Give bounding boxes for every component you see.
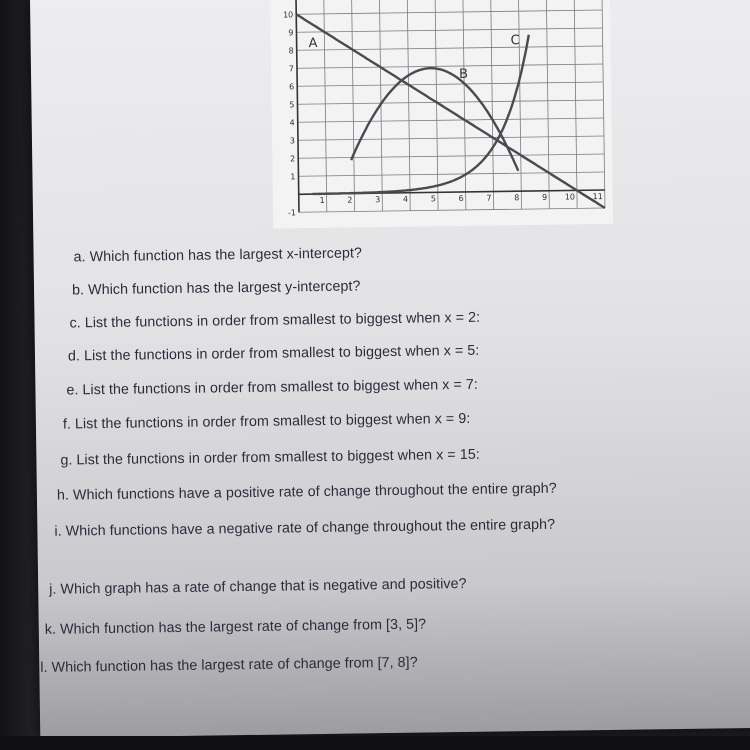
- x-tick-label: 3: [375, 195, 381, 205]
- y-tick-label: 6: [289, 82, 295, 92]
- x-tick-label: 5: [430, 194, 436, 204]
- question-i: i. Which functions have a negative rate of change throughout the entire graph?: [54, 516, 556, 540]
- question-e: e. List the functions in order from smallest to biggest when x = 7:: [66, 376, 478, 399]
- graph-canvas: [270, 0, 613, 229]
- curve-label-c: C: [510, 33, 520, 49]
- question-h: h. Which functions have a positive rate of change throughout the entire graph?: [56, 480, 557, 504]
- y-tick-label: 9: [288, 28, 294, 38]
- function-graph: [270, 0, 613, 229]
- y-tick-label: [283, 0, 293, 1]
- question-b: b. Which function has the largest y-intercept?: [71, 278, 361, 299]
- x-tick-label: 8: [514, 193, 520, 203]
- y-tick-label: 5: [289, 100, 295, 110]
- y-tick-label: -1: [287, 208, 297, 218]
- question-k: k. Which function has the largest rate of change from [3, 5]?: [44, 616, 427, 638]
- x-tick-label: 10: [564, 192, 576, 202]
- y-tick-label: 8: [288, 46, 294, 56]
- x-tick-label: 4: [402, 194, 409, 204]
- question-a: a. Which function has the largest x-intercept?: [73, 245, 363, 266]
- table-edge: [0, 736, 750, 750]
- x-tick-label: 11: [592, 192, 603, 202]
- x-tick-label: 1: [319, 195, 325, 205]
- y-tick-label: 7: [288, 64, 295, 74]
- x-tick-label: 6: [458, 193, 464, 204]
- question-j: j. Which graph has a rate of change that is negative and positive?: [49, 575, 467, 598]
- x-tick-label: 2: [347, 195, 353, 205]
- y-tick-label: 2: [290, 154, 296, 164]
- question-f: f. List the functions in order from smallest to biggest when x = 9:: [62, 410, 471, 433]
- y-tick-label: 10: [282, 10, 294, 20]
- y-tick-label: 1: [290, 172, 296, 182]
- x-tick-label: 9: [542, 192, 548, 202]
- curve-label-b: B: [458, 66, 469, 83]
- question-g: g. List the functions in order from smallest to biggest when x = 15:: [60, 446, 480, 469]
- question-d: d. List the functions in order from smallest to biggest when x = 5:: [67, 342, 480, 365]
- y-tick-label: 3: [289, 136, 296, 146]
- x-tick-label: 7: [486, 193, 492, 203]
- question-l: l. Which function has the largest rate of change from [7, 8]?: [40, 654, 418, 676]
- y-tick-label: 4: [289, 118, 295, 128]
- worksheet-page: [30, 0, 750, 738]
- question-c: c. List the functions in order from smallest to biggest when x = 2:: [69, 309, 481, 332]
- curve-label-a: A: [308, 35, 318, 52]
